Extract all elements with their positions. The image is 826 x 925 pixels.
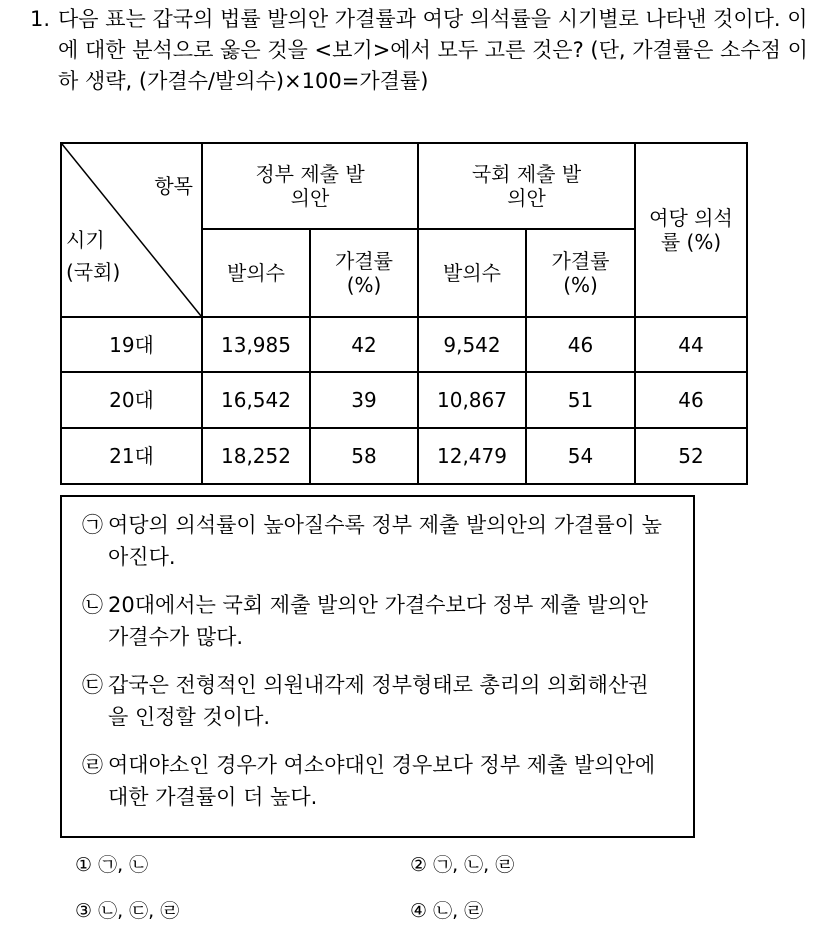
nat-rate: 54 — [526, 428, 635, 484]
item-mark: ㉢ — [82, 673, 103, 697]
gov-rate: 42 — [310, 317, 418, 372]
item-mark: ㉣ — [82, 753, 103, 777]
gov-rate: 39 — [310, 372, 418, 428]
header-nat: 국회 제출 발의안 — [418, 143, 635, 229]
table-row — [61, 428, 747, 484]
header-gov: 정부 제출 발의안 — [202, 143, 418, 229]
option-2[interactable]: ② ㉠, ㉡, ㉣ — [410, 854, 515, 876]
header-gov-rate: 가결률 (%) — [310, 229, 418, 317]
bogi-item — [82, 589, 668, 653]
table-row — [61, 372, 747, 428]
data-table — [60, 142, 748, 485]
corner-bottom-2: (국회) — [66, 260, 121, 284]
header-gov-count: 발의수 — [202, 229, 310, 317]
nat-count: 12,479 — [418, 428, 526, 484]
gov-count: 16,542 — [202, 372, 310, 428]
item-text: 여대야소인 경우가 여소야대인 경우보다 정부 제출 발의안에 대한 가결률이 더 높다. — [108, 753, 656, 809]
period: 19대 — [61, 317, 202, 372]
item-text: 여당의 의석률이 높아질수록 정부 제출 발의안의 가결률이 높아진다. — [108, 513, 662, 569]
corner-top: 항목 — [154, 174, 193, 198]
item-mark: ㉠ — [82, 513, 103, 537]
ruling-rate: 52 — [635, 428, 747, 484]
nat-count: 10,867 — [418, 372, 526, 428]
question-number: 1. — [30, 7, 51, 31]
corner-cell — [61, 143, 202, 317]
question-text: 다음 표는 갑국의 법률 발의안 가결률과 여당 의석률을 시기별로 나타낸 것이다. 이에 대한 분석으로 옳은 것을 <보기>에서 모두 고른 것은? (단, 가결률은 소수점 이하 생략, (가결수/발의수)×100=가결률) — [58, 7, 808, 93]
ruling-rate: 44 — [635, 317, 747, 372]
bogi-box — [60, 495, 695, 838]
question — [30, 4, 820, 97]
period: 20대 — [61, 372, 202, 428]
table-row — [61, 317, 747, 372]
item-text: 20대에서는 국회 제출 발의안 가결수보다 정부 제출 발의안 가결수가 많다. — [108, 593, 649, 649]
gov-rate: 58 — [310, 428, 418, 484]
corner-bottom-1: 시기 — [66, 228, 105, 252]
gov-count: 18,252 — [202, 428, 310, 484]
option-3[interactable]: ③ ㉡, ㉢, ㉣ — [75, 900, 180, 922]
option-4[interactable]: ④ ㉡, ㉣ — [410, 900, 484, 922]
option-1[interactable]: ① ㉠, ㉡ — [75, 854, 149, 876]
gov-count: 13,985 — [202, 317, 310, 372]
bogi-item — [82, 749, 668, 813]
header-nat-rate: 가결률 (%) — [526, 229, 635, 317]
header-ruling: 여당 의석률 (%) — [635, 143, 747, 317]
item-mark: ㉡ — [82, 593, 103, 617]
nat-rate: 46 — [526, 317, 635, 372]
nat-count: 9,542 — [418, 317, 526, 372]
ruling-rate: 46 — [635, 372, 747, 428]
bogi-item — [82, 509, 668, 573]
item-text: 갑국은 전형적인 의원내각제 정부형태로 총리의 의회해산권을 인정할 것이다. — [108, 673, 649, 729]
header-nat-count: 발의수 — [418, 229, 526, 317]
period: 21대 — [61, 428, 202, 484]
nat-rate: 51 — [526, 372, 635, 428]
bogi-item — [82, 669, 668, 733]
